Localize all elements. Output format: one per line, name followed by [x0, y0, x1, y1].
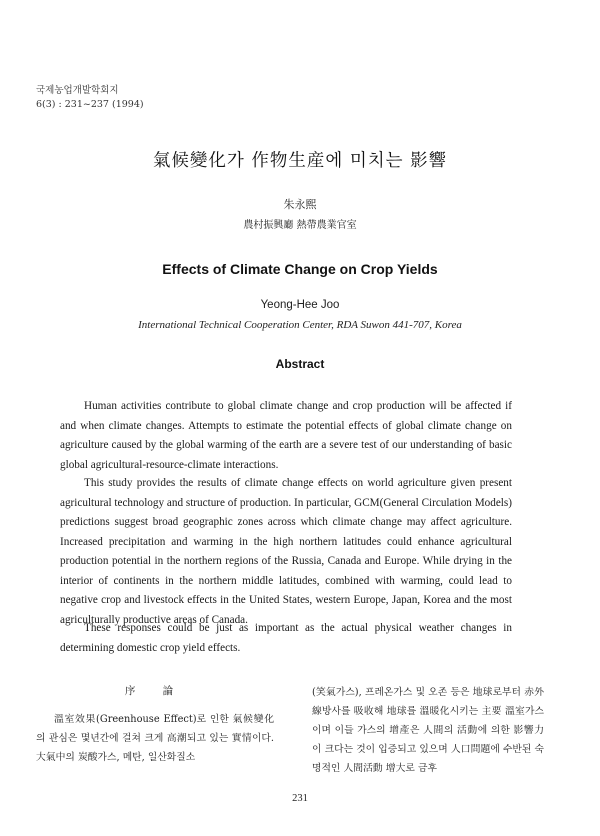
body-text-right: (笑氣가스), 프레온가스 및 오존 등은 地球로부터 赤外線방사를 吸收해 地球를 溫暖化시키는 主要 溫室가스이며 이들 가스의 增產은 人間의 活動에 의한 影響力이 크다는 것이 입증되고 있으며 人口問題에 수반된 숙명적인 人間活動 增大로 금후	[312, 687, 544, 774]
body-text-left: 溫室效果(Greenhouse Effect)로 인한 氣候變化의 관심은 몇년간에 걸쳐 크게 高潮되고 있는 實情이다. 大氣中의 炭酸가스, 메탄, 일산화질소	[36, 714, 274, 763]
body-right-column	[312, 683, 544, 778]
journal-name: 국제농업개발학회지	[36, 85, 119, 96]
english-author: Yeong-Hee Joo	[260, 299, 340, 311]
abstract-text: This study provides the results of climate change effects on world agriculture given present agricultural technology and structure of production. In particular, GCM(General Circulation Models) predictions suggest broad geographic zones across which climate change may affect agriculture. Increased precipitation and warming in the high northern latitudes could enhance agricultural production potential in the northern regions of the Russia, Canada and Europe. While drying in the interior of continents in the northern middle latitudes, combined with warming, could lead to negative crop and livestock effects in the United States, western Europe, Japan, Korea and the most agriculturally productive areas of Canada.	[60, 477, 512, 626]
body-left-column	[36, 710, 274, 767]
abstract-paragraph-2	[60, 474, 512, 630]
journal-info	[36, 84, 144, 112]
journal-citation: 6(3) : 231~237 (1994)	[36, 99, 144, 110]
page-number: 231	[292, 793, 308, 804]
english-affiliation: International Technical Cooperation Center, RDA Suwon 441-707, Korea	[138, 319, 462, 331]
korean-title: 氣候變化가 作物生産에 미치는 影響	[152, 151, 448, 171]
abstract-text: These responses could be just as important as the actual physical weather changes in determining domestic crop yield effects.	[60, 622, 512, 654]
abstract-heading: Abstract	[275, 357, 325, 371]
korean-author: 朱永熙	[283, 198, 317, 211]
abstract-paragraph-3	[60, 619, 512, 658]
english-title: Effects of Climate Change on Crop Yields	[162, 261, 438, 277]
abstract-text: Human activities contribute to global climate change and crop production will be affected if and when climate changes. Attempts to estimate the potential effects of global climate change on agriculture caused by the global warming of the earth are a severe test of our understanding of basic global agricultural-resource-climate interactions.	[60, 400, 512, 471]
korean-affiliation: 農村振興廳 熱帶農業官室	[243, 220, 357, 231]
abstract-paragraph-1	[60, 397, 512, 475]
section-heading-introduction: 序 論	[124, 685, 186, 697]
